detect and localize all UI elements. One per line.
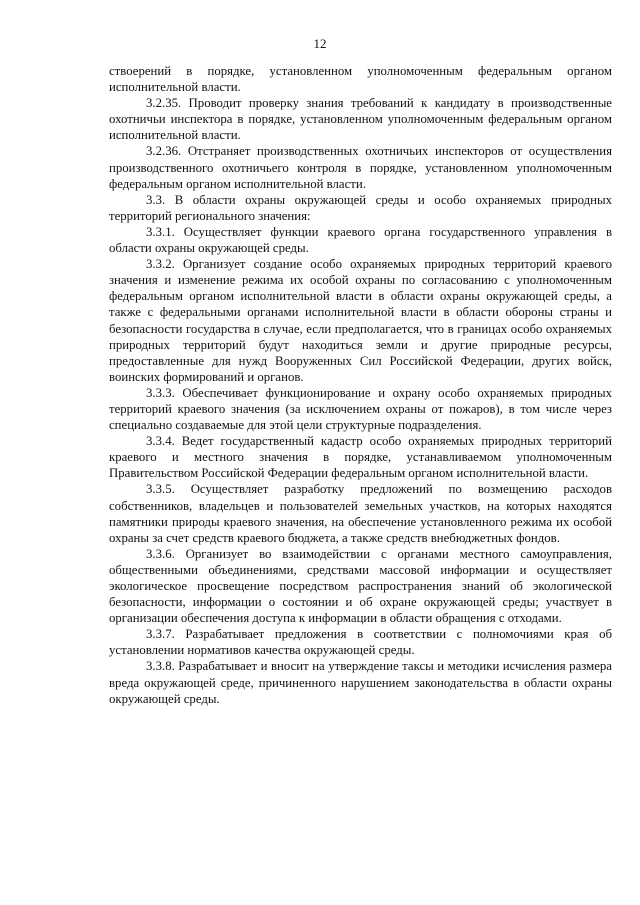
paragraph-3-2-35: 3.2.35. Проводит проверку знания требований к кандидату в производственные охотничьи инспектора в порядке, установленном уполномоченным федеральным органом исполнительной власти.	[109, 96, 612, 143]
paragraph-3-3: 3.3. В области охраны окружающей среды и особо охраняемых природных территорий регионального значения:	[109, 192, 612, 223]
paragraph-3-2-36: 3.2.36. Отстраняет производственных охотничьих инспекторов от осуществления производственного охотничьего контроля в порядке, установленном уполномоченным федеральным органом исполнительной власти.	[109, 144, 612, 191]
paragraph-3-3-1: 3.3.1. Осуществляет функции краевого органа государственного управления в области охраны окружающей среды.	[109, 224, 612, 256]
paragraph-continuation: ствоерений в порядке, установленном уполномоченным федеральным органом исполнительной власти.	[109, 64, 612, 95]
paragraph-3-3-2: 3.3.2. Организует создание особо охраняемых природных территорий краевого значения и изменение режима их особой охраны по согласованию с уполномоченным федеральным органом исполнительной власти в области охраны окружающей среды, а также с федеральными органами исполнительной власти в области обороны страны и безопасности государства в случае, если предполагается, что в границах особо охраняемых природных территорий будут находиться земли и другие природные ресурсы, предоставленные для нужд Вооруженных Сил Российской Федерации, других войск, воинских формирований и органов.	[109, 257, 612, 384]
document-body	[109, 63, 612, 707]
paragraph-3-3-7: 3.3.7. Разрабатывает предложения в соответствии с полномочиями края об установлении нормативов качества окружающей среды.	[109, 627, 612, 658]
paragraph-3-3-6: 3.3.6. Организует во взаимодействии с органами местного самоуправления, общественными объединениями, средствами массовой информации и осуществляет экологическое просвещение посредством распространения знаний об экологической безопасности, информации о состоянии и об охране окружающей среды; участвует в организации обеспечения доступа к информации в области обращения с отходами.	[109, 546, 612, 626]
page-number: 12	[313, 36, 327, 51]
paragraph-3-3-5: 3.3.5. Осуществляет разработку предложений по возмещению расходов собственников, владельцев и пользователей земельных участков, на которых находятся памятники природы краевого значения, на обеспечение установленного режима их особой охраны за счет средств краевого бюджета, а также средств внебюджетных фондов.	[109, 482, 612, 545]
paragraph-3-3-8: 3.3.8. Разрабатывает и вносит на утверждение таксы и методики исчисления размера вреда окружающей среде, причиненного нарушением законодательства в области охраны окружающей среды.	[109, 659, 612, 706]
paragraph-3-3-4: 3.3.4. Ведет государственный кадастр особо охраняемых природных территорий краевого и местного значения в порядке, устанавливаемом уполномоченным Правительством Российской Федерации федеральным органом исполнительной власти.	[109, 434, 612, 481]
paragraph-3-3-3: 3.3.3. Обеспечивает функционирование и охрану особо охраняемых природных территорий краевого значения (за исключением охраны от пожаров), в том числе через специально создаваемые для этой цели структурные подразделения.	[109, 385, 612, 433]
